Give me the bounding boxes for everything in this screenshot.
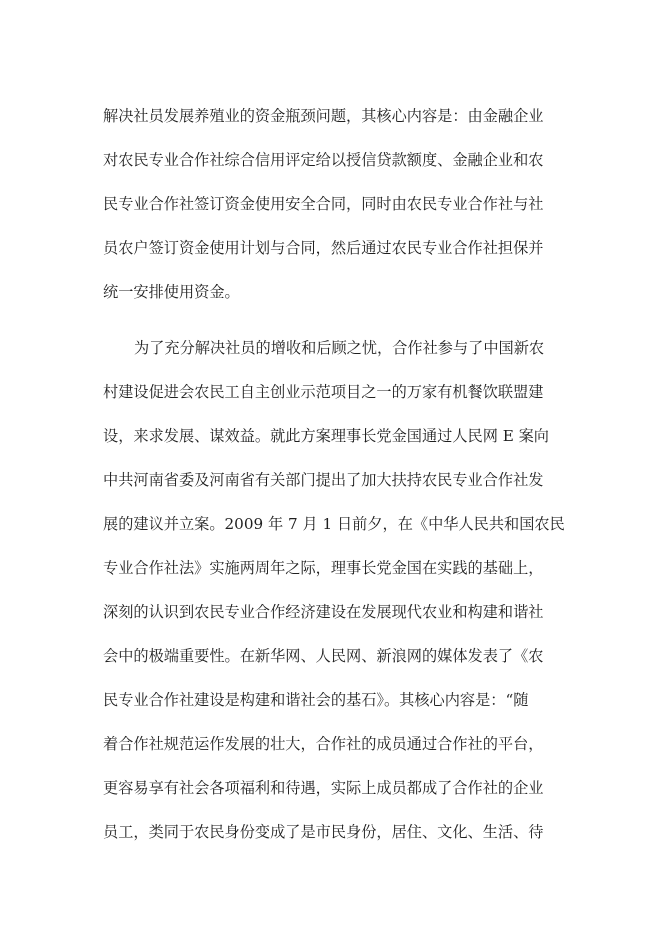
paragraph-2-line-5: 展的建议并立案。2009 年 7 月 1 日前夕，在《中华人民共和国农民	[103, 515, 565, 533]
paragraph-2-line-1: 为了充分解决社员的增收和后顾之忧，合作社参与了中国新农	[134, 339, 545, 357]
paragraph-2-line-10: 着合作社规范运作发展的壮大，合作社的成员通过合作社的平台，	[103, 735, 544, 753]
paragraph-1-line-5: 统一安排使用资金。	[103, 283, 240, 301]
paragraph-1-line-1: 解决社员发展养殖业的资金瓶颈问题，其核心内容是：由金融企业	[103, 107, 544, 125]
paragraph-2-line-6: 专业合作社法》实施两周年之际，理事长党金国在实践的基础上，	[103, 559, 544, 577]
paragraph-2-line-11: 更容易享有社会各项福利和待遇，实际上成员都成了合作社的企业	[103, 779, 544, 797]
paragraph-2-line-4: 中共河南省委及河南省有关部门提出了加大扶持农民专业合作社发	[103, 471, 544, 489]
paragraph-2-line-7: 深刻的认识到农民专业合作经济建设在发展现代农业和构建和谐社	[103, 603, 544, 621]
paragraph-1-line-2: 对农民专业合作社综合信用评定给以授信贷款额度、金融企业和农	[103, 151, 544, 169]
paragraph-2-line-2: 村建设促进会农民工自主创业示范项目之一的万家有机餐饮联盟建	[103, 383, 544, 401]
paragraph-2-line-12: 员工，类同于农民身份变成了是市民身份，居住、文化、生活、待	[103, 823, 544, 841]
paragraph-1-line-4: 员农户签订资金使用计划与合同，然后通过农民专业合作社担保并	[103, 239, 544, 257]
paragraph-2-line-8: 会中的极端重要性。在新华网、人民网、新浪网的媒体发表了《农	[103, 647, 544, 665]
paragraph-2-line-3: 设，来求发展、谋效益。就此方案理事长党金国通过人民网 E 案向	[103, 427, 549, 445]
paragraph-1-line-3: 民专业合作社签订资金使用安全合同，同时由农民专业合作社与社	[103, 195, 544, 213]
paragraph-2-line-9: 民专业合作社建设是构建和谐社会的基石》。其核心内容是：“随	[103, 691, 529, 709]
